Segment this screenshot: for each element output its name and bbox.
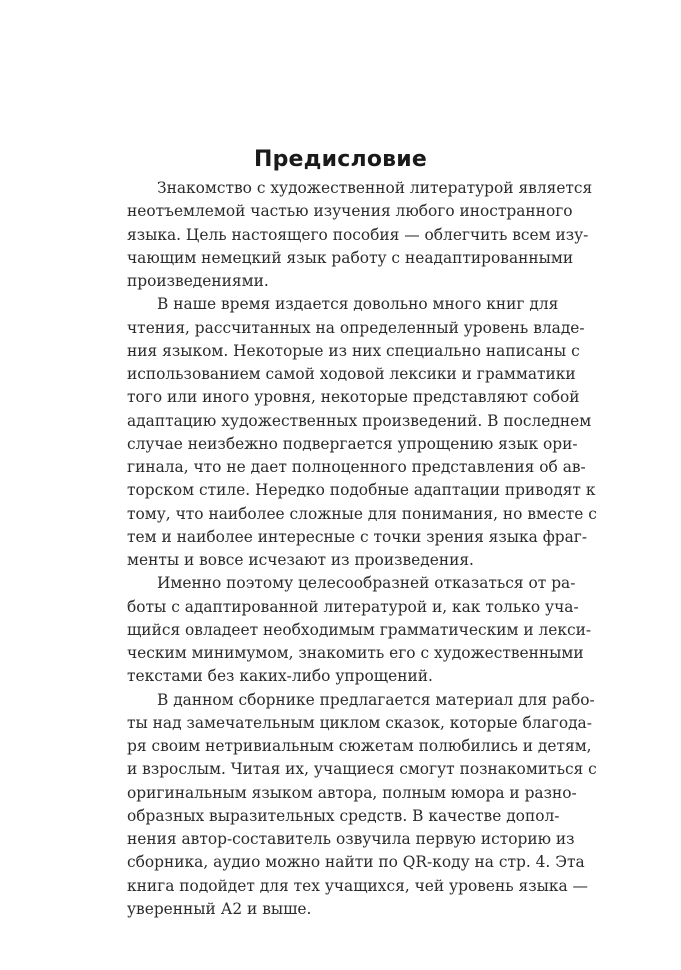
preface-body: [127, 177, 597, 921]
text-line: ты над замечательным циклом сказок, которые благода-: [127, 713, 592, 732]
text-line: нения автор-составитель озвучила первую историю из: [127, 830, 575, 848]
text-line: оригинальным языком автора, полным юмора и разно-: [127, 783, 577, 802]
text-line: боты с адаптированной литературой и, как только уча-: [127, 597, 579, 616]
text-line: произведениями.: [127, 272, 269, 290]
text-line: ния языком. Некоторые из них специально написаны с: [127, 341, 580, 360]
text-line: текстами без каких-либо упрощений.: [127, 667, 433, 686]
text-line: и взрослым. Читая их, учащиеся смогут познакомиться с: [127, 760, 597, 779]
text-line: того или иного уровня, некоторые представляют собой: [127, 388, 580, 407]
text-line: щийся овладеет необходимым грамматическим и лекси-: [127, 620, 592, 639]
text-line: сборника, аудио можно найти по QR-коду на стр. 4. Эта: [127, 853, 585, 872]
text-line: неотъемлемой частью изучения любого иностранного: [127, 202, 573, 221]
text-line: книга подойдет для тех учащихся, чей уровень языка —: [127, 876, 588, 895]
text-line: ря своим нетривиальным сюжетам полюбились и детям,: [127, 737, 592, 755]
paragraph-2: [127, 293, 597, 572]
paragraph-1: [127, 177, 593, 293]
page-title: Предисловие: [254, 147, 427, 172]
text-line: тем и наиболее интересные с точки зрения языка фраг-: [127, 527, 588, 546]
text-line: Именно поэтому целесообразней отказаться от ра-: [157, 574, 576, 593]
text-line: торском стиле. Нередко подобные адаптации приводят к: [127, 481, 596, 500]
text-line: чающим немецкий язык работу с неадаптированными: [127, 248, 574, 267]
text-line: языка. Цель настоящего пособия — облегчить всем изу-: [127, 225, 589, 244]
text-line: менты и вовсе исчезают из произведения.: [127, 551, 474, 569]
paragraph-3: [127, 572, 592, 688]
text-line: образных выразительных средств. В качестве допол-: [127, 806, 560, 825]
paragraph-4: [127, 689, 597, 922]
text-line: В данном сборнике предлагается материал для рабо-: [157, 690, 595, 709]
text-line: чтения, рассчитанных на определенный уровень владе-: [127, 318, 585, 337]
text-line: ческим минимумом, знакомить его с художественными: [127, 644, 584, 662]
text-line: В наше время издается довольно много книг для: [157, 295, 559, 314]
text-line: уверенный А2 и выше.: [127, 899, 312, 918]
text-line: случае неизбежно подвергается упрощению язык ори-: [127, 434, 578, 453]
text-line: Знакомство с художественной литературой является: [157, 179, 593, 197]
text-line: гинала, что не дает полноценного представления об ав-: [127, 458, 586, 476]
text-line: тому, что наиболее сложные для понимания, но вместе с: [127, 504, 597, 523]
text-line: использованием самой ходовой лексики и грамматики: [127, 365, 576, 383]
text-line: адаптацию художественных произведений. В последнем: [127, 411, 592, 430]
